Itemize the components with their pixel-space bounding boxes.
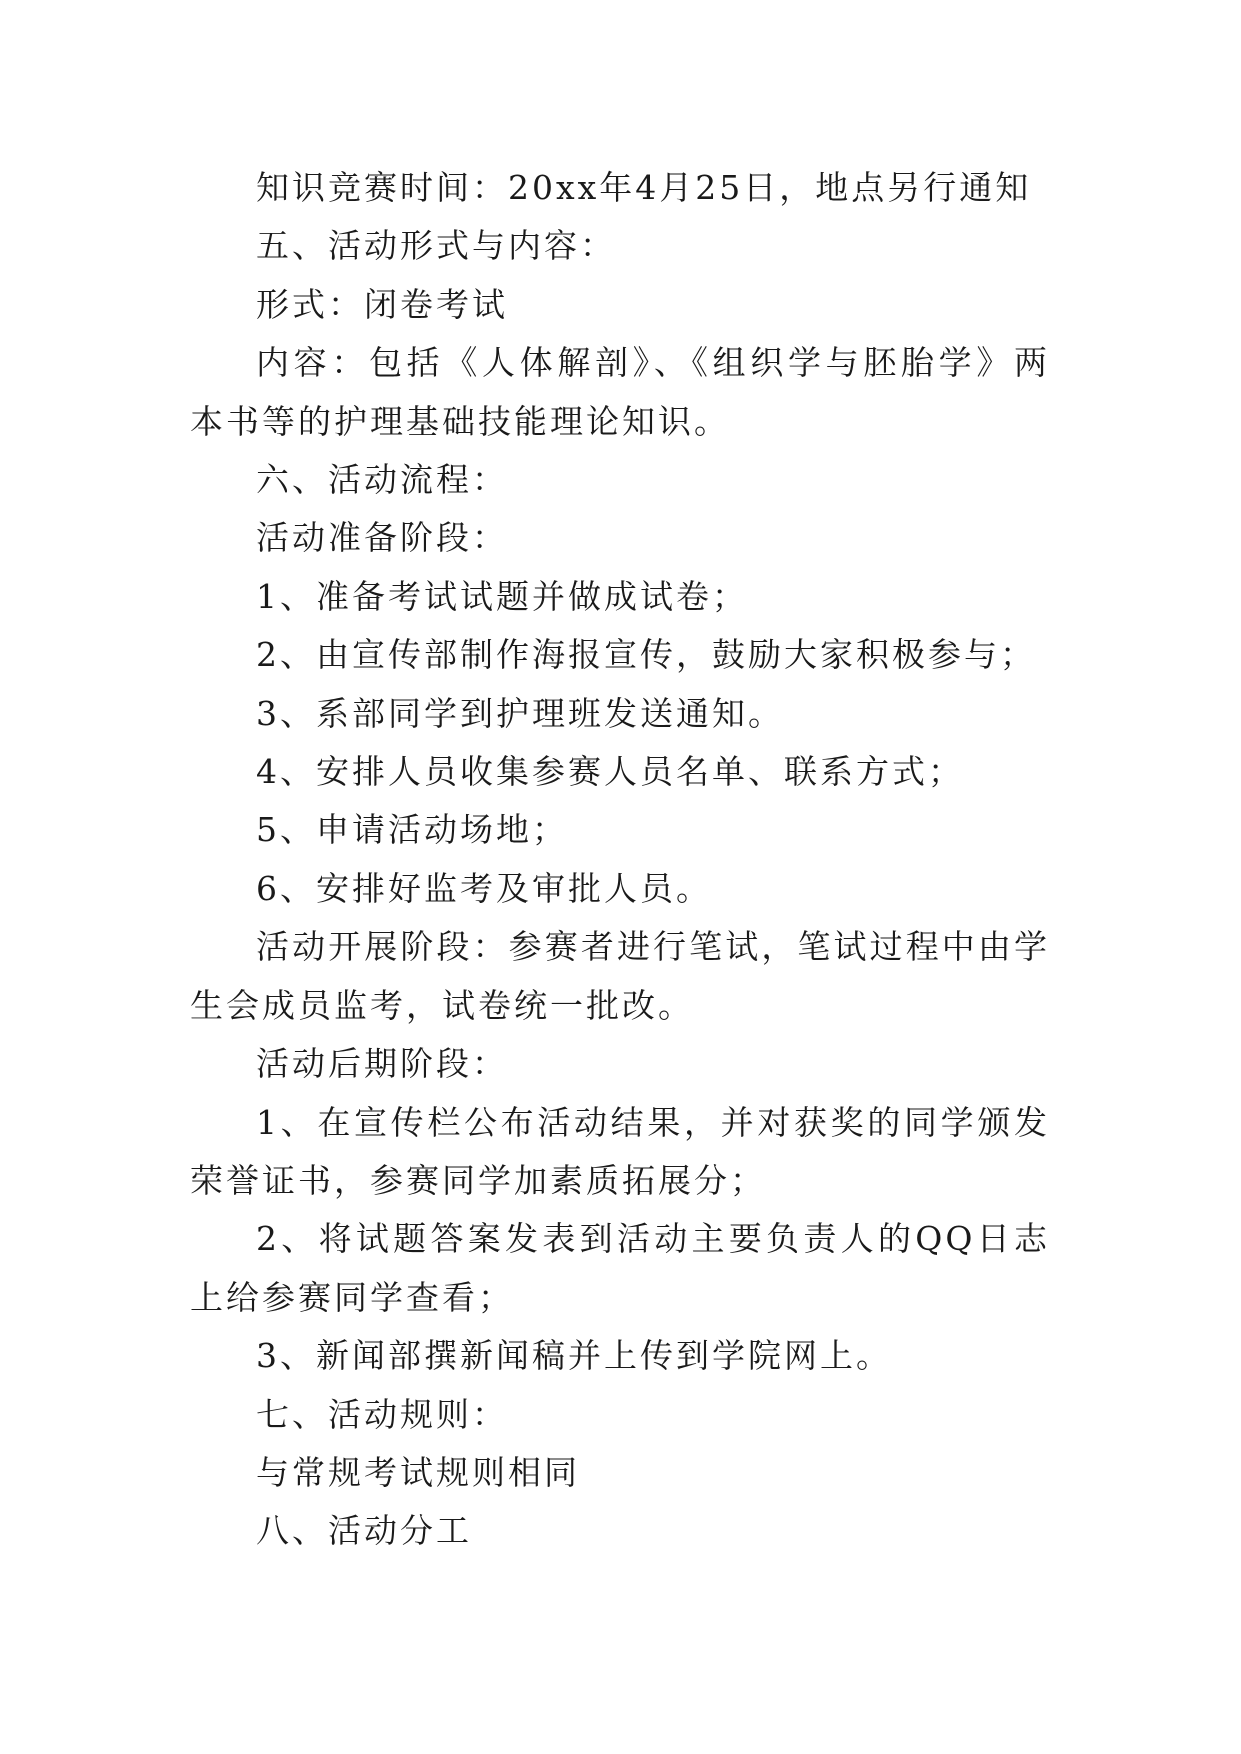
post-item-3: 3、新闻部撰新闻稿并上传到学院网上。: [256, 1336, 892, 1376]
preparation-item-6: 6、安排好监考及审批人员。: [256, 868, 712, 908]
competition-time-line: 知识竞赛时间：20xx年4月25日，地点另行通知: [256, 168, 1032, 207]
preparation-item-4: 4、安排人员收集参赛人员名单、联系方式；: [256, 752, 964, 792]
section-eight-heading: 八、活动分工: [256, 1511, 472, 1551]
preparation-item-1: 1、准备考试试题并做成试卷；: [256, 576, 748, 616]
format-line: 形式：闭卷考试: [256, 284, 508, 324]
execution-stage-paragraph: 活动开展阶段：参赛者进行笔试，笔试过程中由学生会成员监考，试卷统一批改。: [190, 927, 1050, 1025]
preparation-item-5: 5、申请活动场地；: [256, 810, 568, 850]
document-body: [190, 159, 1050, 1561]
rules-line: 与常规考试规则相同: [256, 1452, 580, 1492]
section-seven-heading: 七、活动规则：: [256, 1394, 508, 1434]
section-five-heading: 五、活动形式与内容：: [256, 226, 616, 266]
post-item-2: 2、将试题答案发表到活动主要负责人的QQ日志上给参赛同学查看；: [190, 1219, 1050, 1317]
preparation-item-2: 2、由宣传部制作海报宣传，鼓励大家积极参与；: [256, 635, 1036, 675]
content-paragraph: 内容：包括《人体解剖》、《组织学与胚胎学》两本书等的护理基础技能理论知识。: [190, 343, 1050, 441]
preparation-item-3: 3、系部同学到护理班发送通知。: [256, 693, 784, 733]
section-six-heading: 六、活动流程：: [256, 460, 508, 500]
preparation-stage-heading: 活动准备阶段：: [256, 518, 508, 558]
post-stage-heading: 活动后期阶段：: [256, 1044, 508, 1084]
post-item-1: 1、在宣传栏公布活动结果，并对获奖的同学颁发荣誉证书，参赛同学加素质拓展分；: [190, 1102, 1050, 1200]
